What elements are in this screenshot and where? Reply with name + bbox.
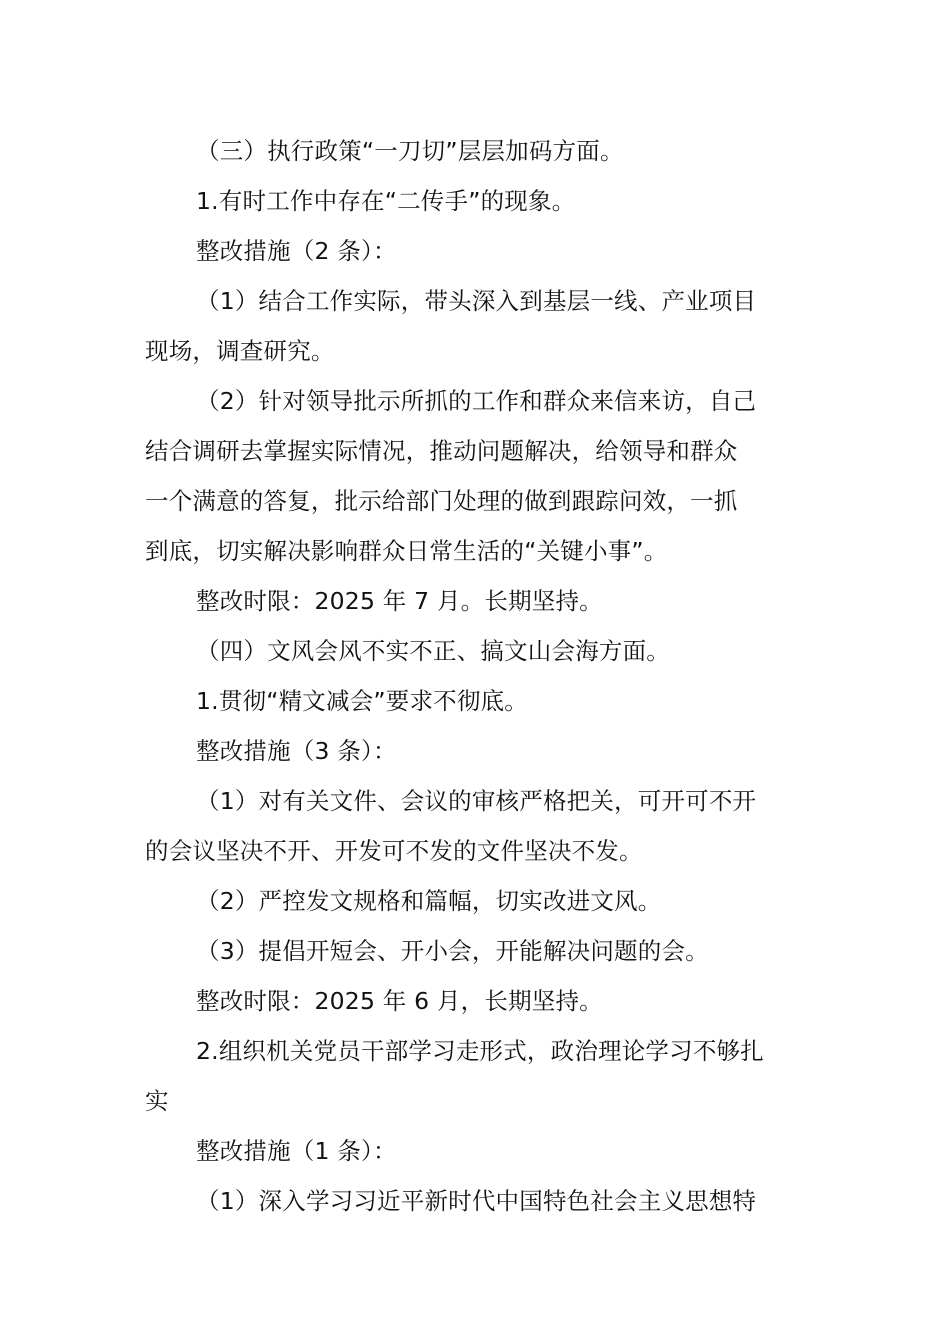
deadline-line [145, 976, 807, 1026]
text-line: 现场，调查研究。 [145, 337, 335, 365]
text-line: （2）针对领导批示所抓的工作和群众来信来访，自己 [196, 387, 757, 415]
text-line: 的会议坚决不开、开发可不发的文件坚决不发。 [145, 837, 643, 865]
deadline-line [145, 576, 807, 626]
text-line: 整改措施（1 条）： [196, 1137, 397, 1165]
text-line: （1）对有关文件、会议的审核严格把关，可开可不开 [196, 787, 757, 815]
issue-item-2 [145, 1026, 807, 1126]
text-line: 到底，切实解决影响群众日常生活的“关键小事”。 [145, 537, 668, 565]
text-line: 2.组织机关党员干部学习走形式，政治理论学习不够扎 [196, 1037, 764, 1065]
text-line: 整改时限：2025 年 6 月，长期坚持。 [196, 987, 603, 1015]
text-line: 整改措施（3 条）： [196, 737, 397, 765]
measure-paragraph [145, 376, 807, 576]
text-line: 1.贯彻“精文减会”要求不彻底。 [196, 687, 528, 715]
text-line: （四）文风会风不实不正、搞文山会海方面。 [196, 637, 670, 665]
text-line: （三）执行政策“一刀切”层层加码方面。 [196, 137, 624, 165]
text-line: 整改时限：2025 年 7 月。长期坚持。 [196, 587, 603, 615]
document-body [145, 126, 807, 1226]
measure-paragraph [145, 776, 807, 876]
measures-heading [145, 726, 807, 776]
text-line: （1）深入学习习近平新时代中国特色社会主义思想特 [196, 1187, 757, 1215]
section-heading-4 [145, 626, 807, 676]
measure-paragraph [145, 926, 807, 976]
text-line: （2）严控发文规格和篇幅，切实改进文风。 [196, 887, 662, 915]
text-line: 实 [145, 1087, 169, 1115]
measure-paragraph [145, 1176, 807, 1226]
section-heading-3 [145, 126, 807, 176]
measures-heading [145, 226, 807, 276]
measures-heading [145, 1126, 807, 1176]
text-line: 整改措施（2 条）： [196, 237, 397, 265]
text-line: （1）结合工作实际，带头深入到基层一线、产业项目 [196, 287, 757, 315]
measure-paragraph [145, 876, 807, 926]
text-line: 一个满意的答复，批示给部门处理的做到跟踪问效，一抓 [145, 487, 738, 515]
measure-paragraph [145, 276, 807, 376]
text-line: 结合调研去掌握实际情况，推动问题解决，给领导和群众 [145, 437, 738, 465]
text-line: （3）提倡开短会、开小会，开能解决问题的会。 [196, 937, 709, 965]
text-line: 1.有时工作中存在“二传手”的现象。 [196, 187, 576, 215]
issue-item-1 [145, 676, 807, 726]
issue-item-1 [145, 176, 807, 226]
